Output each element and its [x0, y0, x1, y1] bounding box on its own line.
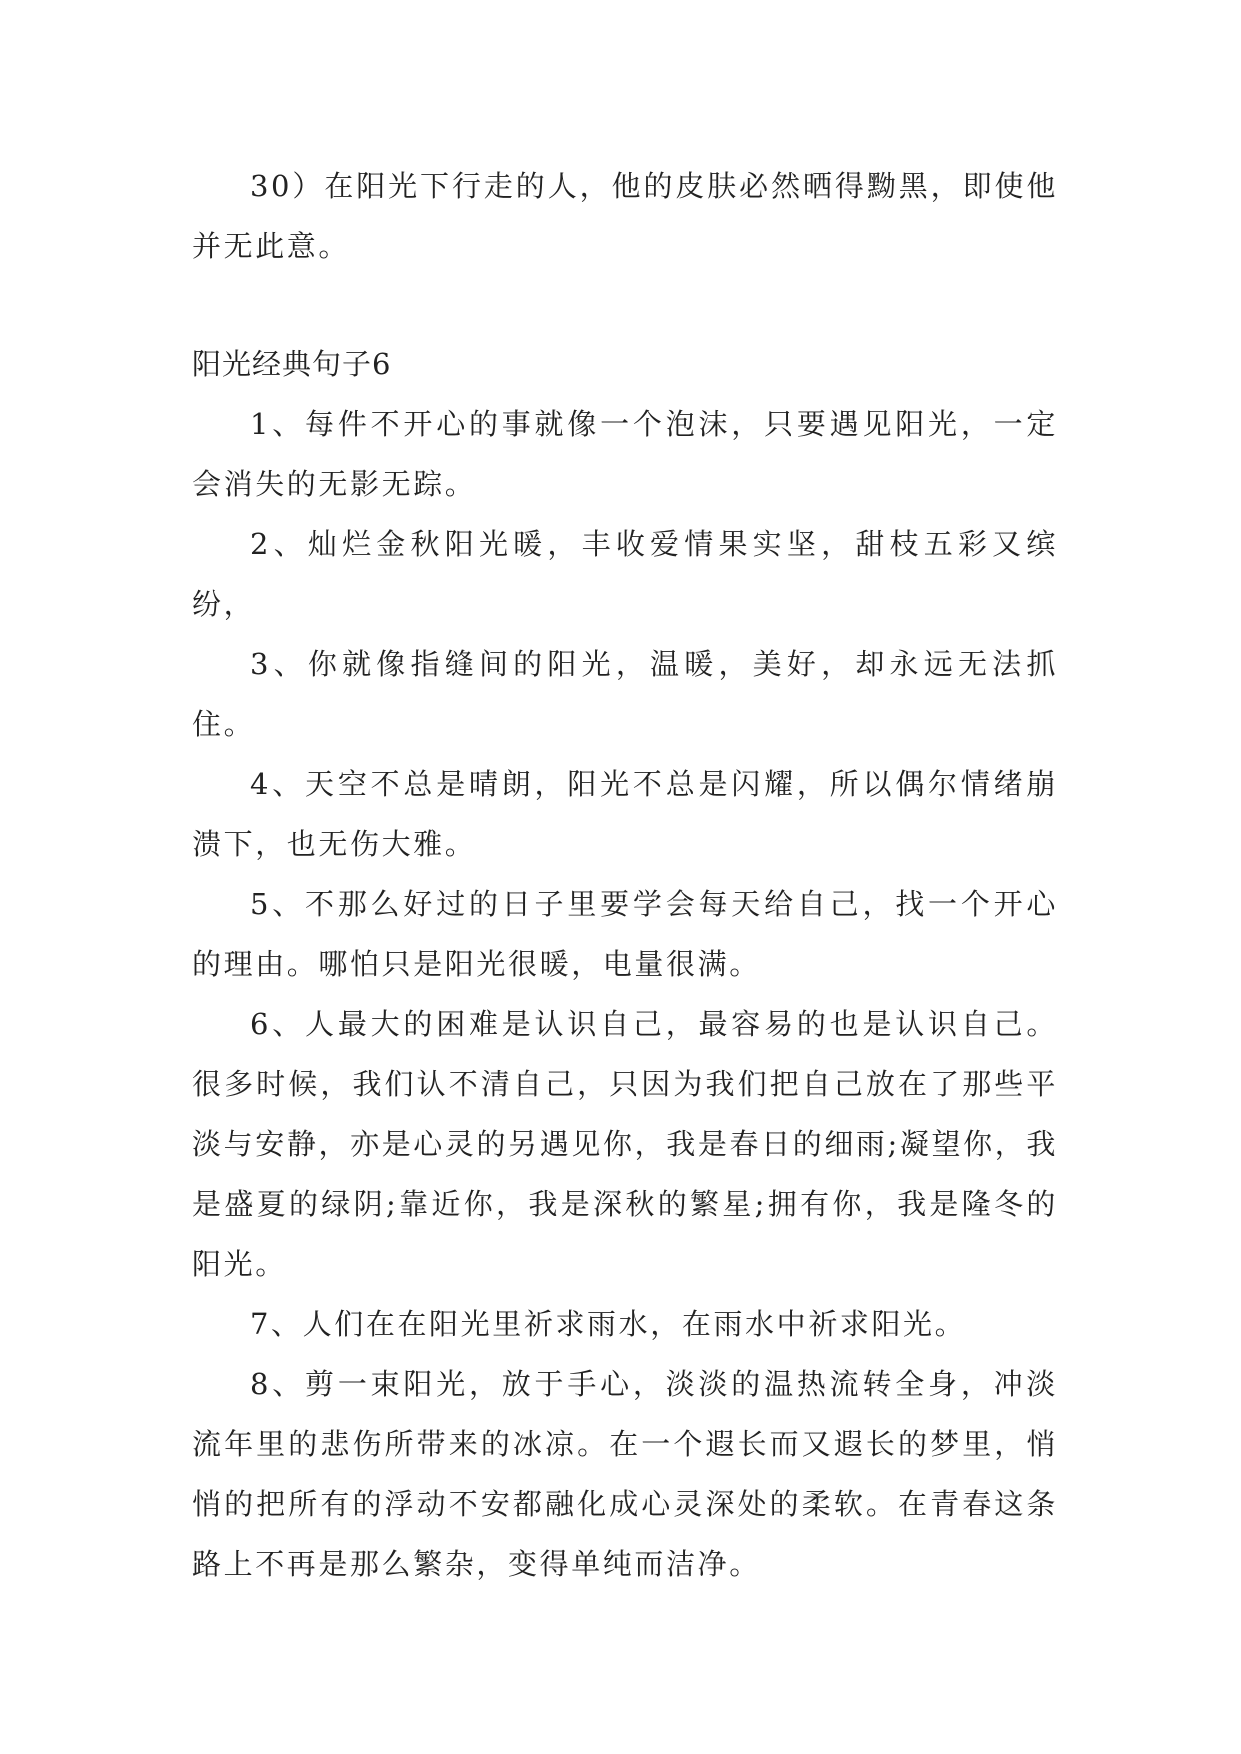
document-page	[192, 156, 1058, 1594]
list-item-5: 5、不那么好过的日子里要学会每天给自己，找一个开心的理由。哪怕只是阳光很暖，电量很满。	[192, 887, 1058, 981]
list-item-1: 1、每件不开心的事就像一个泡沫，只要遇见阳光，一定会消失的无影无踪。	[192, 407, 1058, 501]
list-item-3: 3、你就像指缝间的阳光，温暖，美好，却永远无法抓住。	[192, 647, 1058, 741]
list-item-7: 7、人们在在阳光里祈求雨水，在雨水中祈求阳光。	[250, 1307, 967, 1341]
intro-paragraph: 30）在阳光下行走的人，他的皮肤必然晒得黝黑，即使他并无此意。	[192, 169, 1058, 263]
section-title: 阳光经典句子6	[192, 347, 392, 381]
list-item-4: 4、天空不总是晴朗，阳光不总是闪耀，所以偶尔情绪崩溃下，也无伤大雅。	[192, 767, 1058, 861]
list-item-8: 8、剪一束阳光，放于手心，淡淡的温热流转全身，冲淡流年里的悲伤所带来的冰凉。在一个遐长而又遐长的梦里，悄悄的把所有的浮动不安都融化成心灵深处的柔软。在青春这条路上不再是那么繁杂，变得单纯而洁净。	[192, 1367, 1058, 1581]
list-item-2: 2、灿烂金秋阳光暖，丰收爱情果实坚，甜枝五彩又缤纷，	[192, 527, 1058, 621]
list-item-6: 6、人最大的困难是认识自己，最容易的也是认识自己。很多时候，我们认不清自己，只因为我们把自己放在了那些平淡与安静，亦是心灵的另遇见你，我是春日的细雨;凝望你，我是盛夏的绿阴;靠近你，我是深秋的繁星;拥有你，我是隆冬的阳光。	[192, 1007, 1058, 1281]
